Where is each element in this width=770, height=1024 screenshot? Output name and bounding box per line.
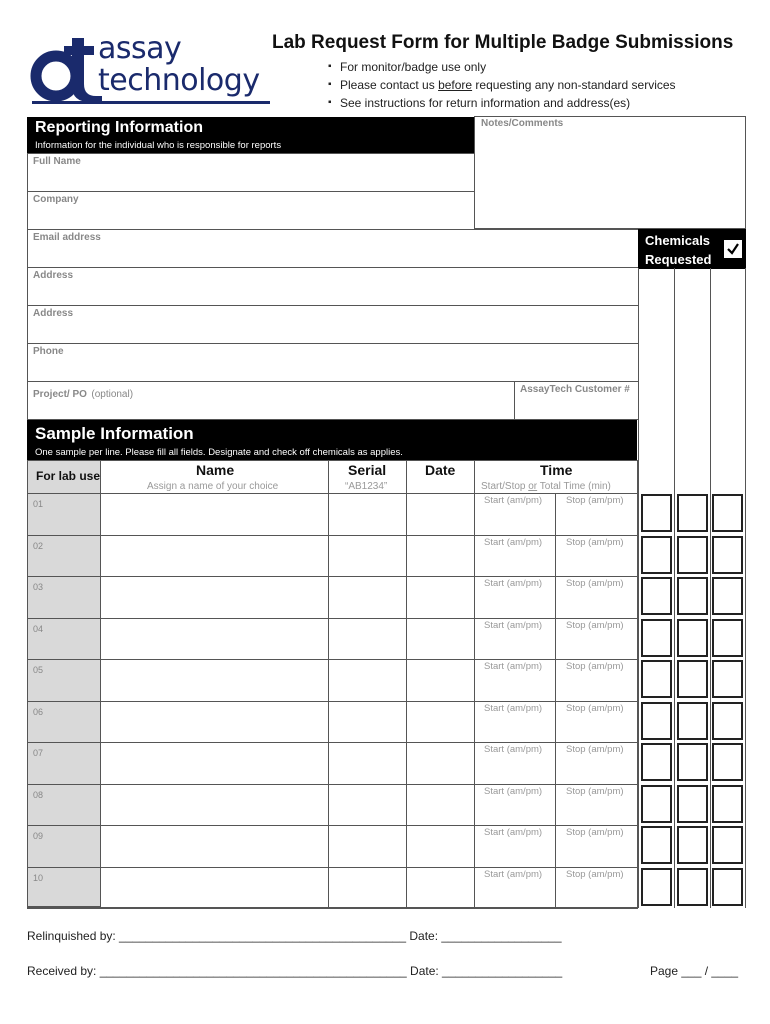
- checkbox-checked-icon: [724, 240, 742, 258]
- sample-date-cell[interactable]: [407, 619, 474, 659]
- instruction-bullets: [328, 58, 676, 112]
- sample-serial-cell[interactable]: [329, 536, 406, 576]
- chemical-checkbox[interactable]: [677, 826, 708, 864]
- sample-date-cell[interactable]: [407, 868, 474, 908]
- optional-text: (optional): [91, 389, 134, 400]
- chemical-checkbox[interactable]: [712, 785, 743, 823]
- logo-word-assay: assay: [98, 31, 182, 66]
- assay-technology-logo: [30, 32, 102, 104]
- row-divider: [27, 701, 638, 702]
- stop-time-cell[interactable]: Stop (am/pm): [566, 786, 624, 797]
- logo-underline: [32, 101, 270, 104]
- sample-name-cell[interactable]: [102, 826, 328, 866]
- row-divider: [27, 742, 638, 743]
- row-number: 04: [33, 624, 44, 634]
- sample-name-cell[interactable]: [102, 702, 328, 742]
- full-name-label: Full Name: [33, 156, 81, 167]
- sample-date-cell[interactable]: [407, 702, 474, 742]
- chemical-checkbox[interactable]: [641, 785, 672, 823]
- sample-name-cell[interactable]: [102, 619, 328, 659]
- chem-col-line: [745, 268, 746, 908]
- time-sub-total: Total Time (min): [539, 481, 611, 492]
- form-title: Lab Request Form for Multiple Badge Submissions: [272, 32, 734, 53]
- sample-name-cell[interactable]: [102, 577, 328, 617]
- chemical-checkbox[interactable]: [677, 577, 708, 615]
- project-po-label: [33, 384, 133, 402]
- chemical-checkbox[interactable]: [641, 619, 672, 657]
- sample-subtitle: One sample per line. Please fill all fields. Designate and check off chemicals as applies.: [35, 447, 403, 458]
- reporting-title: Reporting Information: [35, 119, 203, 136]
- customer-no-label: AssayTech Customer #: [520, 384, 630, 395]
- email-label: Email address: [33, 232, 101, 243]
- chemical-checkbox[interactable]: [677, 619, 708, 657]
- email-field[interactable]: [27, 229, 639, 268]
- sample-date-cell[interactable]: [407, 494, 474, 534]
- sample-date-cell[interactable]: [407, 577, 474, 617]
- received-line[interactable]: Received by: ______________________________________________ Date: __________________: [27, 964, 563, 978]
- chemical-checkbox[interactable]: [712, 494, 743, 532]
- sample-date-cell[interactable]: [407, 536, 474, 576]
- stop-time-cell[interactable]: Stop (am/pm): [566, 744, 624, 755]
- notes-comments-label: Notes/Comments: [481, 118, 564, 129]
- chemical-checkbox[interactable]: [712, 702, 743, 740]
- chemical-checkbox[interactable]: [712, 743, 743, 781]
- row-number: 08: [33, 790, 44, 800]
- chemical-checkbox[interactable]: [677, 785, 708, 823]
- company-field[interactable]: [27, 191, 475, 230]
- company-label: Company: [33, 194, 79, 205]
- sample-serial-cell[interactable]: [329, 619, 406, 659]
- row-number: 10: [33, 873, 44, 883]
- chemicals-line2: Requested: [645, 252, 712, 267]
- chemical-checkbox[interactable]: [677, 536, 708, 574]
- sample-serial-cell[interactable]: [329, 577, 406, 617]
- address-label-2: Address: [33, 308, 74, 319]
- full-name-field[interactable]: [27, 153, 475, 192]
- row-number: 05: [33, 665, 44, 675]
- phone-field[interactable]: [27, 343, 639, 382]
- sample-serial-cell[interactable]: [329, 702, 406, 742]
- page-number-line[interactable]: Page ___ / ____: [650, 964, 739, 978]
- bullet-underlined-text: before: [438, 78, 473, 92]
- stop-time-cell[interactable]: Stop (am/pm): [566, 495, 624, 506]
- chemical-checkbox[interactable]: [712, 536, 743, 574]
- serial-subheader: “AB1234”: [345, 481, 388, 492]
- time-sub-startstop: Start/Stop: [481, 481, 526, 492]
- reporting-subtitle: Information for the individual who is responsible for reports: [35, 140, 282, 151]
- bullet-item: [328, 94, 676, 112]
- row-number: 09: [33, 831, 44, 841]
- chemical-checkbox[interactable]: [712, 660, 743, 698]
- bullet-item: [328, 58, 676, 76]
- sample-name-cell[interactable]: [102, 660, 328, 700]
- sample-serial-cell[interactable]: [329, 494, 406, 534]
- row-divider: [27, 908, 638, 909]
- chemical-checkbox[interactable]: [641, 494, 672, 532]
- time-sub-or: or: [528, 481, 538, 492]
- bullet-text: For monitor/badge use only: [340, 60, 487, 74]
- stop-time-cell[interactable]: Stop (am/pm): [566, 661, 624, 672]
- sample-serial-cell[interactable]: [329, 660, 406, 700]
- lab-use-header: For lab use: [36, 469, 101, 483]
- row-divider: [27, 535, 638, 536]
- sample-serial-cell[interactable]: [329, 743, 406, 783]
- name-subheader: Assign a name of your choice: [147, 481, 279, 492]
- chemical-checkbox[interactable]: [712, 868, 743, 906]
- row-divider: [27, 618, 638, 619]
- start-time-cell[interactable]: Start (am/pm): [484, 786, 543, 797]
- sample-date-cell[interactable]: [407, 660, 474, 700]
- chemical-checkbox[interactable]: [641, 826, 672, 864]
- name-header: Name: [196, 462, 235, 478]
- chem-col-line: [710, 268, 711, 908]
- bullet-text: requesting any non-standard services: [472, 78, 676, 92]
- bullet-text: Please contact us: [340, 78, 439, 92]
- time-subheader: [481, 481, 611, 492]
- row-divider: [27, 659, 638, 660]
- phone-label: Phone: [33, 346, 64, 357]
- chemicals-line1: Chemicals: [645, 233, 711, 248]
- stop-time-cell[interactable]: Stop (am/pm): [566, 827, 624, 838]
- chemical-checkbox[interactable]: [677, 868, 708, 906]
- bullet-item: [328, 76, 676, 94]
- row-divider: [27, 784, 638, 785]
- chemical-checkbox[interactable]: [712, 577, 743, 615]
- chemical-checkbox[interactable]: [712, 826, 743, 864]
- start-time-cell[interactable]: Start (am/pm): [484, 661, 543, 672]
- chem-col-line: [638, 268, 639, 908]
- row-number: 07: [33, 748, 44, 758]
- start-time-cell[interactable]: Start (am/pm): [484, 744, 543, 755]
- chemical-checkbox[interactable]: [677, 660, 708, 698]
- chemical-checkbox[interactable]: [677, 494, 708, 532]
- sample-serial-cell[interactable]: [329, 785, 406, 825]
- start-time-cell[interactable]: Start (am/pm): [484, 578, 543, 589]
- chemical-checkbox[interactable]: [641, 702, 672, 740]
- date-header: Date: [425, 462, 456, 478]
- chemical-checkbox[interactable]: [641, 743, 672, 781]
- sample-name-cell[interactable]: [102, 868, 328, 908]
- start-time-cell[interactable]: Start (am/pm): [484, 620, 543, 631]
- logo-word-technology: technology: [98, 63, 260, 98]
- chemicals-requested-label: [645, 231, 711, 269]
- start-time-cell[interactable]: Start (am/pm): [484, 537, 543, 548]
- chemical-checkbox[interactable]: [677, 702, 708, 740]
- row-divider: [27, 576, 638, 577]
- sample-date-cell[interactable]: [407, 785, 474, 825]
- project-po-text: Project/ PO: [33, 389, 87, 400]
- stop-time-cell[interactable]: Stop (am/pm): [566, 578, 624, 589]
- sample-name-cell[interactable]: [102, 743, 328, 783]
- row-number: 06: [33, 707, 44, 717]
- sample-name-cell[interactable]: [102, 785, 328, 825]
- chemical-checkbox[interactable]: [677, 743, 708, 781]
- row-number: 02: [33, 541, 44, 551]
- start-time-cell[interactable]: Start (am/pm): [484, 869, 543, 880]
- row-number: 03: [33, 582, 44, 592]
- time-header: Time: [540, 462, 573, 478]
- chemical-checkbox[interactable]: [641, 536, 672, 574]
- serial-header: Serial: [348, 462, 387, 478]
- address-label-1: Address: [33, 270, 74, 281]
- chem-col-line: [674, 268, 675, 908]
- row-divider: [27, 825, 638, 826]
- bullet-text: See instructions for return information and address(es): [340, 96, 631, 110]
- stop-time-cell[interactable]: Stop (am/pm): [566, 703, 624, 714]
- chemical-checkbox[interactable]: [641, 660, 672, 698]
- relinquished-line[interactable]: Relinquished by: ___________________________________________ Date: __________________: [27, 929, 562, 943]
- sample-date-cell[interactable]: [407, 826, 474, 866]
- customer-no-divider: [514, 381, 515, 420]
- address-field-1[interactable]: [27, 267, 639, 306]
- sample-name-cell[interactable]: [102, 536, 328, 576]
- row-number: 01: [33, 499, 44, 509]
- sample-date-cell[interactable]: [407, 743, 474, 783]
- stop-time-cell[interactable]: Stop (am/pm): [566, 869, 624, 880]
- start-time-cell[interactable]: Start (am/pm): [484, 495, 543, 506]
- col-divider: [474, 460, 475, 908]
- address-field-2[interactable]: [27, 305, 639, 344]
- row-divider: [27, 867, 638, 868]
- sample-title: Sample Information: [35, 424, 194, 443]
- stop-time-cell[interactable]: Stop (am/pm): [566, 620, 624, 631]
- chemical-checkbox[interactable]: [712, 619, 743, 657]
- sample-serial-cell[interactable]: [329, 868, 406, 908]
- start-time-cell[interactable]: Start (am/pm): [484, 827, 543, 838]
- notes-comments-field[interactable]: [474, 116, 746, 229]
- chemical-checkbox[interactable]: [641, 577, 672, 615]
- stop-time-cell[interactable]: Stop (am/pm): [566, 537, 624, 548]
- sample-serial-cell[interactable]: [329, 826, 406, 866]
- chemical-checkbox[interactable]: [641, 868, 672, 906]
- start-time-cell[interactable]: Start (am/pm): [484, 703, 543, 714]
- sample-name-cell[interactable]: [102, 494, 328, 534]
